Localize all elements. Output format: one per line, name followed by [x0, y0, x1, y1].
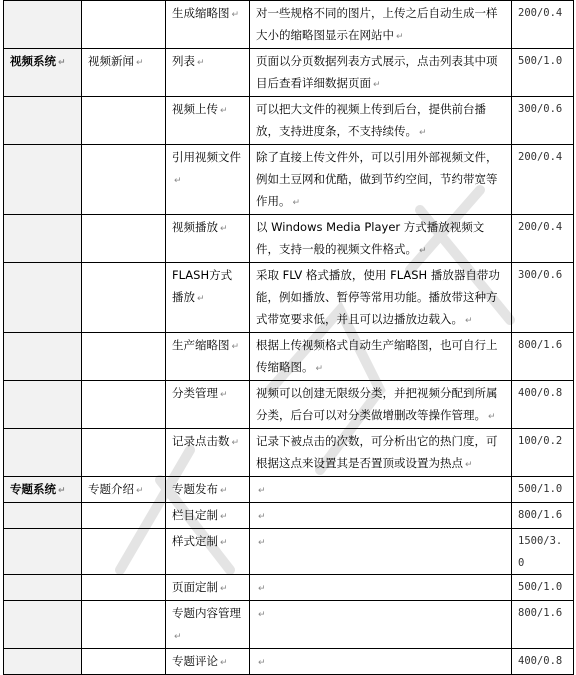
- submodule-cell[interactable]: [82, 429, 166, 477]
- table-row: [4, 601, 574, 649]
- module-cell[interactable]: [4, 429, 82, 477]
- table-row: [4, 333, 574, 381]
- value-cell[interactable]: 400/0.8: [512, 381, 574, 429]
- value-cell[interactable]: 1500/3.0: [512, 529, 574, 575]
- submodule-cell[interactable]: [82, 263, 166, 333]
- feature-cell[interactable]: 记录点击数 ↵: [166, 429, 250, 477]
- feature-cell[interactable]: 分类管理 ↵: [166, 381, 250, 429]
- table-row: [4, 381, 574, 429]
- description-cell[interactable]: ↵: [250, 575, 512, 601]
- feature-cell[interactable]: 生成缩略图 ↵: [166, 1, 250, 49]
- submodule-cell[interactable]: [82, 333, 166, 381]
- module-cell[interactable]: [4, 529, 82, 575]
- feature-cell[interactable]: 专题内容管理↵: [166, 601, 250, 649]
- module-cell[interactable]: [4, 263, 82, 333]
- submodule-cell[interactable]: [82, 1, 166, 49]
- value-cell[interactable]: 200/0.4: [512, 1, 574, 49]
- value-cell[interactable]: 400/0.8: [512, 649, 574, 675]
- submodule-cell[interactable]: [82, 575, 166, 601]
- table-row: [4, 263, 574, 333]
- description-cell[interactable]: 对一些规格不同的图片，上传之后自动生成一样大小的缩略图显示在网站中 ↵: [250, 1, 512, 49]
- module-cell[interactable]: [4, 215, 82, 263]
- spec-table: [3, 0, 574, 675]
- value-cell[interactable]: 300/0.6: [512, 263, 574, 333]
- table-row: [4, 649, 574, 675]
- spec-table-body: [4, 1, 574, 675]
- table-row: [4, 97, 574, 145]
- feature-cell[interactable]: FLASH方式播放 ↵: [166, 263, 250, 333]
- module-cell[interactable]: [4, 97, 82, 145]
- description-cell[interactable]: ↵: [250, 529, 512, 575]
- submodule-cell[interactable]: [82, 381, 166, 429]
- description-cell[interactable]: ↵: [250, 503, 512, 529]
- table-row: [4, 145, 574, 215]
- value-cell[interactable]: 800/1.6: [512, 503, 574, 529]
- module-cell[interactable]: [4, 145, 82, 215]
- feature-cell[interactable]: 栏目定制 ↵: [166, 503, 250, 529]
- table-row: [4, 529, 574, 575]
- table-row: [4, 215, 574, 263]
- description-cell[interactable]: 页面以分页数据列表方式展示，点击列表其中项目后查看详细数据页面 ↵: [250, 49, 512, 97]
- feature-cell[interactable]: 页面定制 ↵: [166, 575, 250, 601]
- description-cell[interactable]: 除了直接上传文件外，可以引用外部视频文件，例如土豆网和优酷，做到节约空间，节约带宽等作用。 ↵: [250, 145, 512, 215]
- module-cell[interactable]: [4, 575, 82, 601]
- module-cell[interactable]: [4, 381, 82, 429]
- module-cell[interactable]: 专题系统 ↵: [4, 477, 82, 503]
- module-cell[interactable]: [4, 649, 82, 675]
- feature-cell[interactable]: 视频播放 ↵: [166, 215, 250, 263]
- submodule-cell[interactable]: [82, 503, 166, 529]
- submodule-cell[interactable]: 专题介绍 ↵: [82, 477, 166, 503]
- value-cell[interactable]: 500/1.0: [512, 49, 574, 97]
- description-cell[interactable]: ↵: [250, 477, 512, 503]
- module-cell[interactable]: [4, 1, 82, 49]
- submodule-cell[interactable]: [82, 145, 166, 215]
- table-row: [4, 429, 574, 477]
- table-row: [4, 1, 574, 49]
- feature-cell[interactable]: 专题发布 ↵: [166, 477, 250, 503]
- submodule-cell[interactable]: 视频新闻 ↵: [82, 49, 166, 97]
- description-cell[interactable]: 以 Windows Media Player 方式播放视频文件，支持一般的视频文件格式。 ↵: [250, 215, 512, 263]
- submodule-cell[interactable]: [82, 649, 166, 675]
- value-cell[interactable]: 200/0.4: [512, 145, 574, 215]
- value-cell[interactable]: 100/0.2: [512, 429, 574, 477]
- value-cell[interactable]: 300/0.6: [512, 97, 574, 145]
- description-cell[interactable]: 根据上传视频格式自动生产缩略图，也可自行上传缩略图。 ↵: [250, 333, 512, 381]
- table-row: [4, 503, 574, 529]
- feature-cell[interactable]: 生产缩略图 ↵: [166, 333, 250, 381]
- feature-cell[interactable]: 专题评论 ↵: [166, 649, 250, 675]
- module-cell[interactable]: [4, 601, 82, 649]
- description-cell[interactable]: ↵: [250, 601, 512, 649]
- table-row: [4, 477, 574, 503]
- description-cell[interactable]: ↵: [250, 649, 512, 675]
- description-cell[interactable]: 采取 FLV 格式播放，使用 FLASH 播放器自带功能，例如播放、暂停等常用功能。播放带这种方式带宽要求低，并且可以边播放边载入。 ↵: [250, 263, 512, 333]
- submodule-cell[interactable]: [82, 215, 166, 263]
- module-cell[interactable]: 视频系统 ↵: [4, 49, 82, 97]
- description-cell[interactable]: 视频可以创建无限级分类，并把视频分配到所属分类，后台可以对分类做增删改等操作管理。 ↵: [250, 381, 512, 429]
- table-row: [4, 575, 574, 601]
- feature-cell[interactable]: 视频上传 ↵: [166, 97, 250, 145]
- value-cell[interactable]: 800/1.6: [512, 333, 574, 381]
- description-cell[interactable]: 可以把大文件的视频上传到后台，提供前台播放，支持进度条，不支持续传。 ↵: [250, 97, 512, 145]
- value-cell[interactable]: 500/1.0: [512, 477, 574, 503]
- module-cell[interactable]: [4, 503, 82, 529]
- feature-cell[interactable]: 引用视频文件↵: [166, 145, 250, 215]
- table-row: [4, 49, 574, 97]
- value-cell[interactable]: 500/1.0: [512, 575, 574, 601]
- value-cell[interactable]: 200/0.4: [512, 215, 574, 263]
- submodule-cell[interactable]: [82, 529, 166, 575]
- description-cell[interactable]: 记录下被点击的次数，可分析出它的热门度，可根据这点来设置其是否置顶或设置为热点 ↵: [250, 429, 512, 477]
- feature-cell[interactable]: 列表 ↵: [166, 49, 250, 97]
- value-cell[interactable]: 800/1.6: [512, 601, 574, 649]
- submodule-cell[interactable]: [82, 601, 166, 649]
- module-cell[interactable]: [4, 333, 82, 381]
- submodule-cell[interactable]: [82, 97, 166, 145]
- feature-cell[interactable]: 样式定制 ↵: [166, 529, 250, 575]
